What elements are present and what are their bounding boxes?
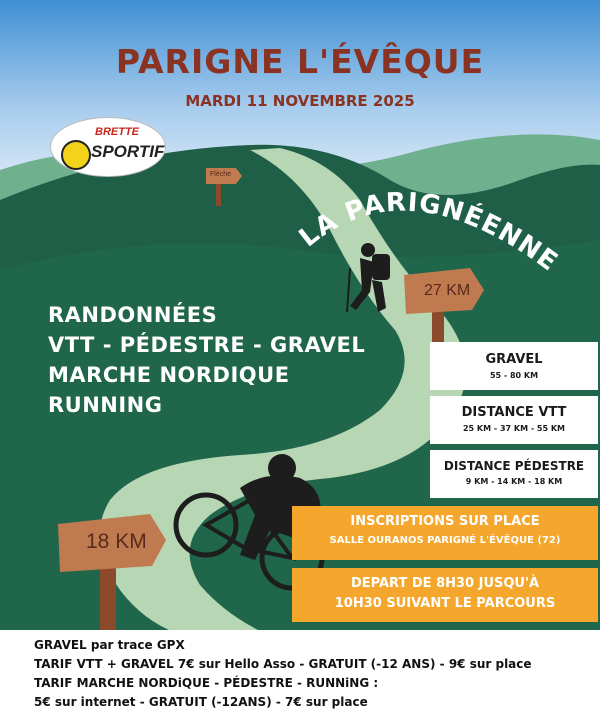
tennis-ball-icon — [61, 140, 91, 170]
departure-banner — [292, 568, 598, 622]
sign-27km-label: 27 KM — [424, 282, 471, 299]
sign-18km-label: 18 KM — [86, 530, 147, 553]
pricing-line: 5€ sur internet - GRATUIT (-12ANS) - 7€ sur place — [34, 695, 368, 709]
sign-top-label: Flèche — [210, 171, 232, 178]
distance-heading: GRAVEL — [485, 352, 543, 367]
event-name: LA PARIGNÉENNE — [293, 187, 564, 278]
activity-item: RUNNING — [48, 393, 163, 417]
distance-box-gravel — [430, 342, 598, 390]
event-date: MARDI 11 NOVEMBRE 2025 — [185, 92, 415, 110]
pricing-line: GRAVEL par trace GPX — [34, 638, 185, 652]
svg-text:LA PARIGNÉENNE — [294, 187, 564, 277]
event-location-title: PARIGNE L'ÉVÊQUE — [115, 42, 485, 81]
distance-box-vtt — [430, 396, 598, 444]
distance-detail: 55 - 80 KM — [489, 371, 539, 380]
distance-heading: DISTANCE PÉDESTRE — [443, 459, 585, 473]
pricing-section — [0, 630, 600, 719]
registration-line2: SALLE OURANOS PARIGNÉ L'ÉVÊQUE (72) — [329, 535, 561, 546]
logo-line1: BRETTE — [95, 126, 139, 138]
activity-item: RANDONNÉES — [48, 303, 218, 327]
activities-list — [48, 300, 365, 420]
distance-box-pedestre — [430, 450, 598, 498]
departure-line1: DEPART DE 8H30 JUSQU'À — [350, 576, 540, 591]
brette-sportif-logo — [50, 117, 166, 177]
activity-item: VTT - PÉDESTRE - GRAVEL — [48, 333, 366, 357]
logo-line2: SPORTIF — [91, 142, 165, 161]
pricing-line: TARIF MARCHE NORDiQUE - PÉDESTRE - RUNNiNG : — [34, 676, 379, 690]
distance-detail: 9 KM - 14 KM - 18 KM — [465, 477, 563, 486]
registration-banner — [292, 506, 598, 560]
departure-line2: 10H30 SUIVANT LE PARCOURS — [334, 596, 556, 611]
distance-detail: 25 KM - 37 KM - 55 KM — [462, 424, 565, 433]
pricing-line: TARIF VTT + GRAVEL 7€ sur Hello Asso - GRATUIT (-12 ANS) - 9€ sur place — [34, 657, 532, 671]
activity-item: MARCHE NORDIQUE — [48, 363, 290, 387]
registration-line1: INSCRIPTIONS SUR PLACE — [350, 514, 540, 529]
distance-heading: DISTANCE VTT — [461, 405, 567, 420]
